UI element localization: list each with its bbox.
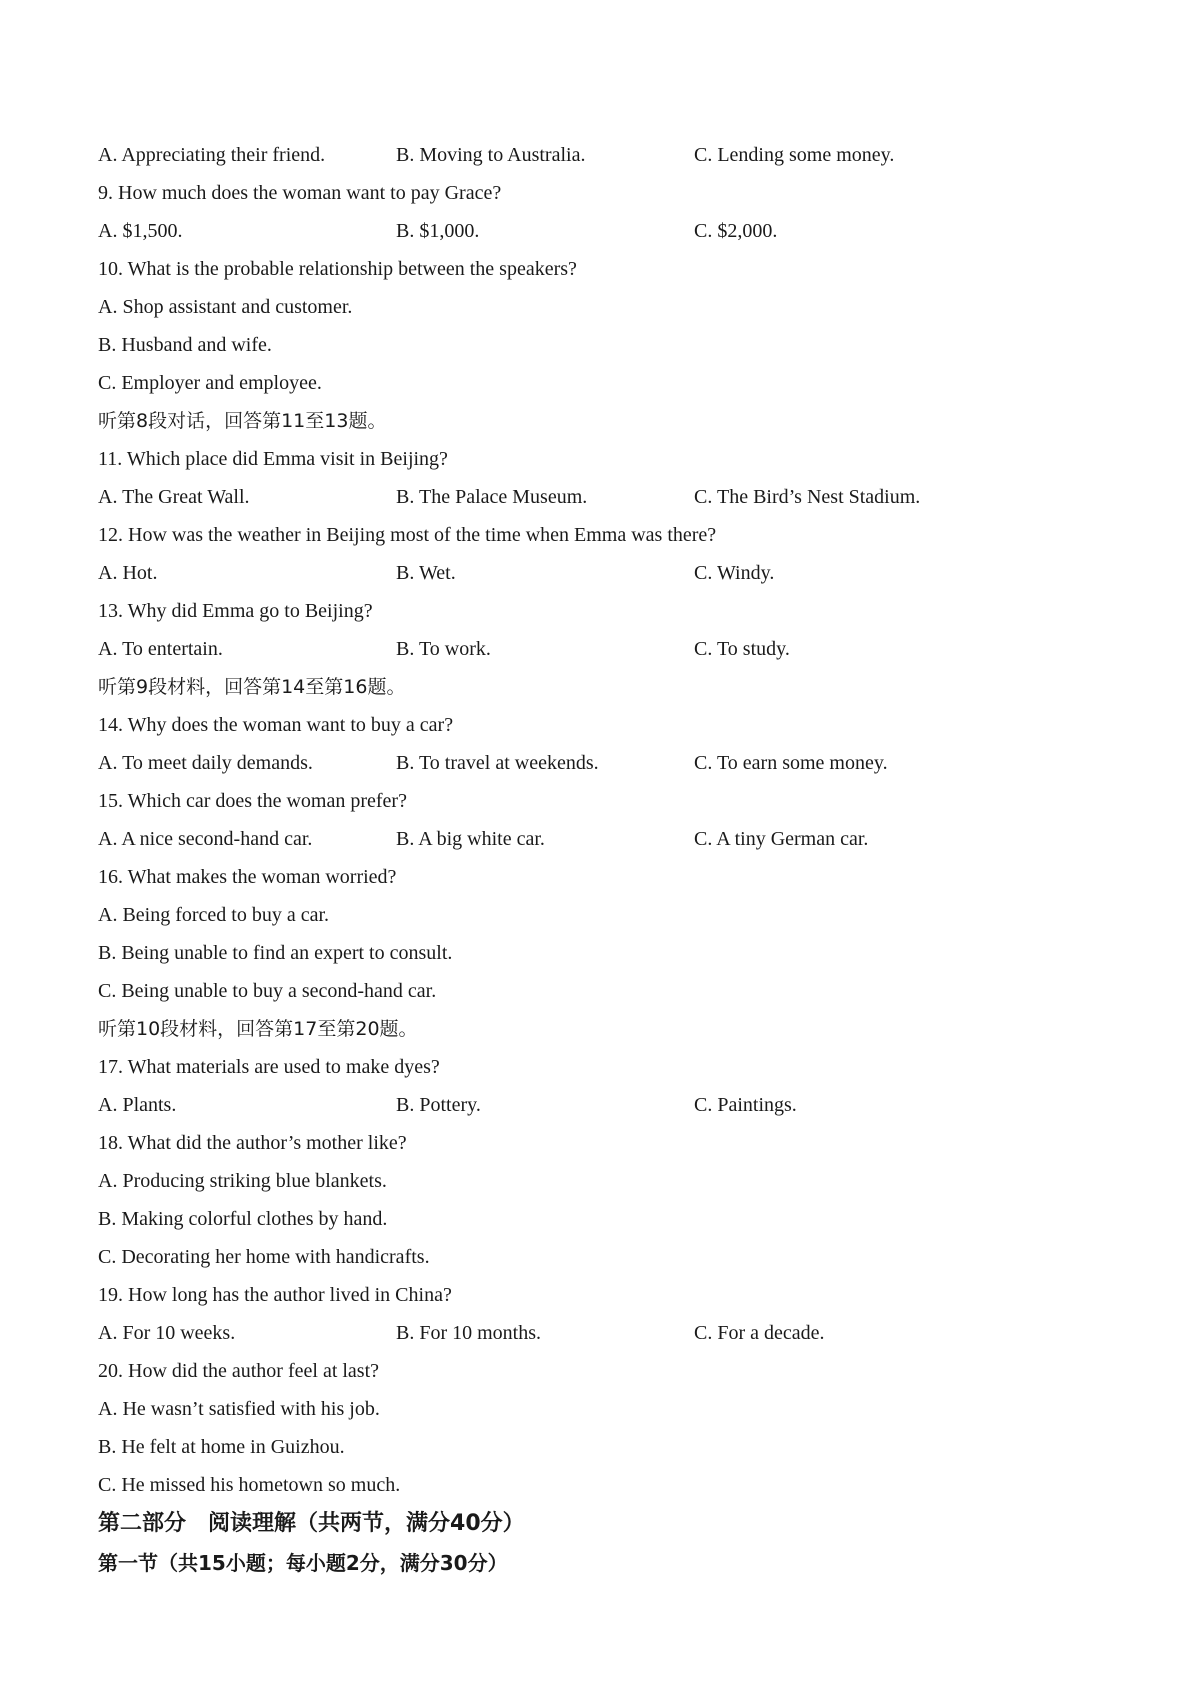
option-b: B. To travel at weekends. — [396, 752, 599, 774]
section-heading — [98, 1504, 1138, 1544]
question-line: B. Being unable to find an expert to consult. — [98, 942, 453, 964]
question-line: 15. Which car does the woman prefer? — [98, 790, 407, 812]
question-line: A. He wasn’t satisfied with his job. — [98, 1398, 380, 1420]
listening-instruction: 听第8段对话，回答第11至13题。 — [98, 410, 387, 432]
option-row — [98, 1086, 1138, 1124]
option-row — [98, 478, 1138, 516]
option-c: C. A tiny German car. — [694, 828, 869, 850]
option-row — [98, 212, 1138, 250]
question-line: 17. What materials are used to make dyes? — [98, 1056, 440, 1078]
option-a: A. For 10 weeks. — [98, 1322, 236, 1344]
option-a: A. $1,500. — [98, 220, 183, 242]
question-line: 14. Why does the woman want to buy a car? — [98, 714, 454, 736]
option-b: B. Wet. — [396, 562, 456, 584]
question-line: A. Producing striking blue blankets. — [98, 1170, 387, 1192]
option-a: A. To entertain. — [98, 638, 223, 660]
question-line: A. Being forced to buy a car. — [98, 904, 330, 926]
option-row — [98, 1314, 1138, 1352]
option-c: C. Lending some money. — [694, 144, 895, 166]
question-line: C. Being unable to buy a second-hand car. — [98, 980, 437, 1002]
option-c: C. For a decade. — [694, 1322, 825, 1344]
option-b: B. Pottery. — [396, 1094, 481, 1116]
question-line: 18. What did the author’s mother like? — [98, 1132, 407, 1154]
question-line: B. Husband and wife. — [98, 334, 272, 356]
question-line: A. Shop assistant and customer. — [98, 296, 353, 318]
question-line: C. He missed his hometown so much. — [98, 1474, 401, 1496]
option-a: A. Appreciating their friend. — [98, 144, 326, 166]
question-line: B. He felt at home in Guizhou. — [98, 1436, 345, 1458]
option-c: C. To earn some money. — [694, 752, 888, 774]
section-part-label: 第二部分 — [98, 1511, 187, 1536]
listening-instruction: 听第9段材料，回答第14至第16题。 — [98, 676, 406, 698]
option-row — [98, 630, 1138, 668]
document-body — [98, 136, 1138, 1582]
question-line: C. Employer and employee. — [98, 372, 322, 394]
option-b: B. To work. — [396, 638, 491, 660]
question-line: 16. What makes the woman worried? — [98, 866, 397, 888]
subsection-heading: 第一节（共15小题；每小题2分，满分30分） — [98, 1551, 508, 1575]
option-c: C. To study. — [694, 638, 790, 660]
question-line: 10. What is the probable relationship between the speakers? — [98, 258, 577, 280]
option-a: A. Plants. — [98, 1094, 177, 1116]
section-title-text: 阅读理解（共两节，满分40分） — [208, 1511, 525, 1536]
option-c: C. The Bird’s Nest Stadium. — [694, 486, 921, 508]
option-a: A. To meet daily demands. — [98, 752, 313, 774]
question-line: 13. Why did Emma go to Beijing? — [98, 600, 373, 622]
question-line: C. Decorating her home with handicrafts. — [98, 1246, 430, 1268]
option-row — [98, 820, 1138, 858]
option-a: A. A nice second-hand car. — [98, 828, 313, 850]
question-line: 19. How long has the author lived in China? — [98, 1284, 452, 1306]
question-line: 20. How did the author feel at last? — [98, 1360, 380, 1382]
question-line: 9. How much does the woman want to pay Grace? — [98, 182, 502, 204]
option-b: B. Moving to Australia. — [396, 144, 586, 166]
option-b: B. The Palace Museum. — [396, 486, 588, 508]
option-row — [98, 744, 1138, 782]
option-c: C. Paintings. — [694, 1094, 797, 1116]
option-b: B. For 10 months. — [396, 1322, 542, 1344]
listening-instruction: 听第10段材料，回答第17至第20题。 — [98, 1018, 418, 1040]
option-a: A. The Great Wall. — [98, 486, 250, 508]
question-line: 12. How was the weather in Beijing most of the time when Emma was there? — [98, 524, 717, 546]
option-b: B. $1,000. — [396, 220, 480, 242]
question-line: B. Making colorful clothes by hand. — [98, 1208, 388, 1230]
option-a: A. Hot. — [98, 562, 158, 584]
option-row — [98, 554, 1138, 592]
question-list — [98, 136, 1138, 1504]
option-row — [98, 136, 1138, 174]
option-c: C. $2,000. — [694, 220, 778, 242]
question-line: 11. Which place did Emma visit in Beijing? — [98, 448, 448, 470]
option-c: C. Windy. — [694, 562, 775, 584]
option-b: B. A big white car. — [396, 828, 545, 850]
